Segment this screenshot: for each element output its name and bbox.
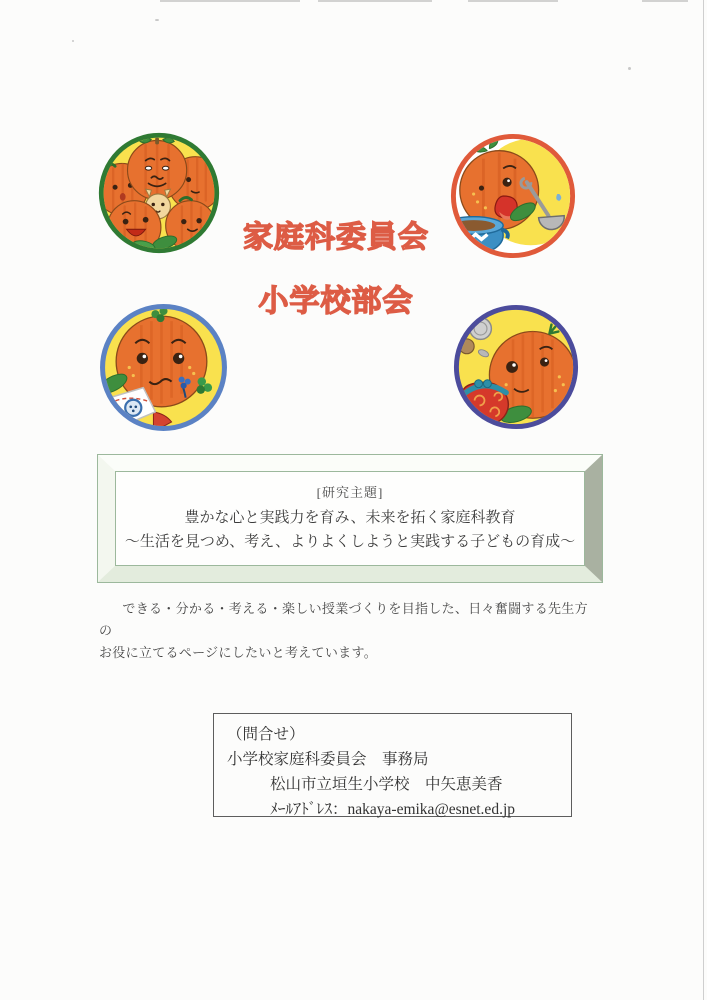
research-theme-panel: [115, 471, 585, 566]
mandarin-cooking-illustration: [448, 131, 578, 261]
mandarin-group-illustration: [96, 130, 222, 256]
scan-speck: [628, 67, 631, 70]
intro-paragraph: [99, 598, 601, 664]
scan-speck: [72, 40, 74, 42]
contact-committee: 小学校家庭科委員会 事務局: [227, 751, 429, 768]
page-title-line2: 小学校部会: [258, 285, 414, 318]
scan-artifact: [318, 0, 432, 2]
scan-artifact: [703, 0, 704, 1000]
scan-artifact: [642, 0, 688, 2]
scan-speck: [155, 19, 159, 21]
intro-line1: できる・分かる・考える・楽しい授業づくりを目指した、日々奮闘する先生方の: [99, 601, 588, 638]
contact-school-person: 松山市立垣生小学校 中矢恵美香: [270, 776, 503, 793]
mandarin-purse-illustration: [451, 302, 581, 432]
research-theme-frame: [97, 454, 603, 583]
scan-artifact: [160, 0, 300, 2]
scan-artifact: [468, 0, 558, 2]
research-theme-label: [研究主題]: [316, 485, 384, 500]
email-label: ﾒｰﾙｱﾄﾞﾚｽ：: [270, 801, 348, 818]
mandarin-cooking-badge: [448, 131, 578, 261]
mandarin-sewing-illustration: [97, 301, 230, 434]
contact-email-line: [270, 797, 558, 822]
page-title-line1: 家庭科委員会: [243, 221, 429, 254]
button-icon: [125, 400, 141, 416]
research-theme-subheading: ～生活を見つめ、考え、よりよくしようと実践する子どもの育成～: [124, 533, 576, 550]
mandarin-group-badge: [96, 130, 222, 256]
contact-box: [213, 713, 572, 817]
mandarin-sewing-badge: [97, 301, 230, 434]
email-address: nakaya-emika@esnet.ed.jp: [347, 801, 515, 818]
mandarin-purse-badge: [451, 302, 581, 432]
contact-heading: （問合せ）: [227, 726, 305, 743]
intro-line2: お役に立てるページにしたいと考えています。: [99, 645, 378, 660]
research-theme-heading: 豊かな心と実践力を育み、未来を拓く家庭科教育: [184, 509, 516, 526]
frame-bevel: [98, 455, 602, 582]
